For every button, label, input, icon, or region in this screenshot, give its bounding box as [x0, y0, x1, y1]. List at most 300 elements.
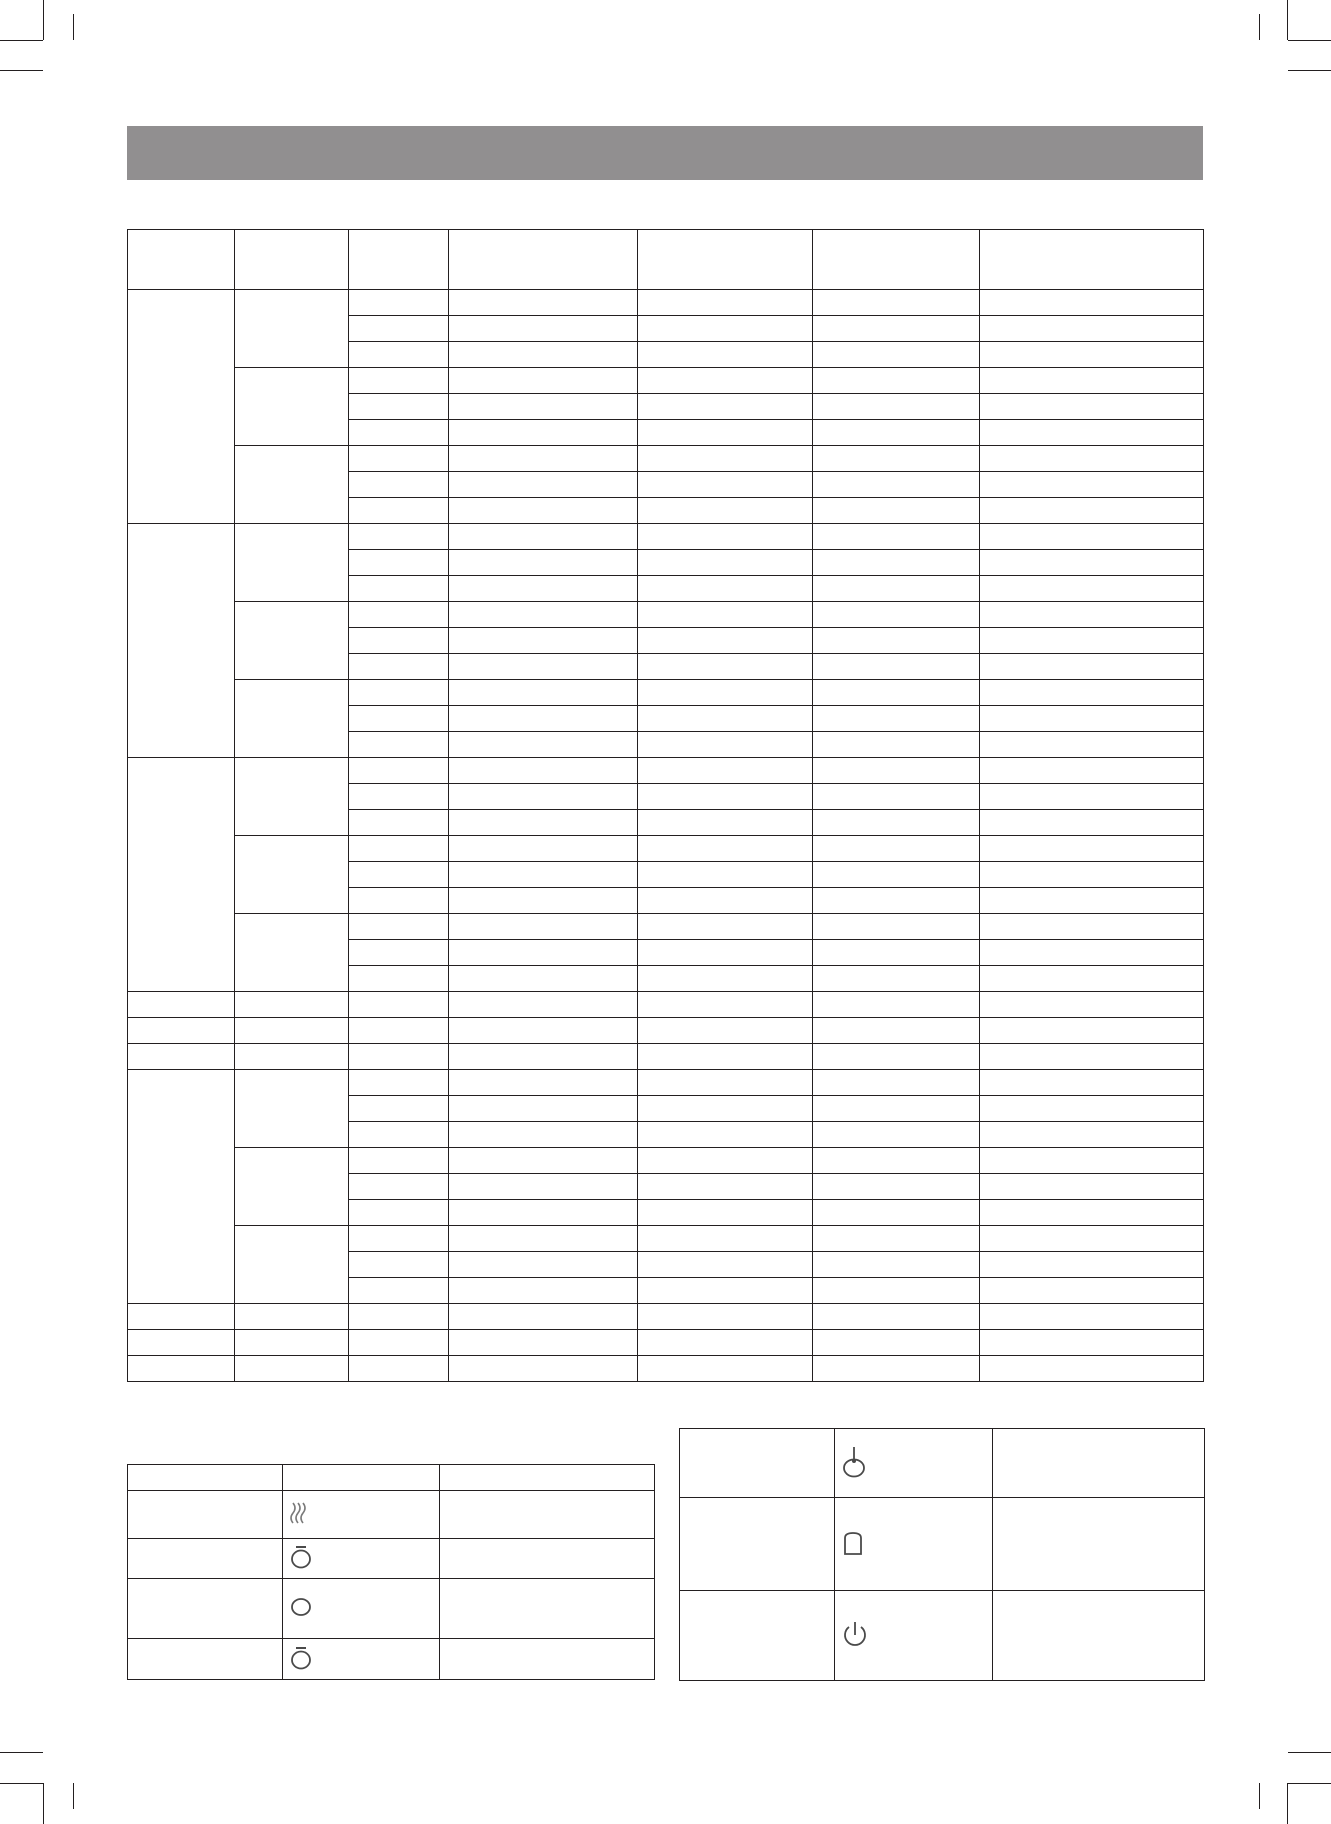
- table-cell: [449, 316, 638, 342]
- table-cell: [449, 706, 638, 732]
- table-cell: [449, 914, 638, 940]
- table-cell: [980, 654, 1204, 680]
- control-description: [993, 1498, 1205, 1591]
- table-cell: [980, 1148, 1204, 1174]
- table-cell: [813, 602, 980, 628]
- table-cell: [638, 394, 813, 420]
- table-cell: [980, 784, 1204, 810]
- table-cell: [638, 524, 813, 550]
- table-cell: [638, 732, 813, 758]
- table-cell: [980, 1018, 1204, 1044]
- control-label: [680, 1591, 835, 1681]
- table-cell: [638, 550, 813, 576]
- bread-slice-icon: [841, 1530, 865, 1556]
- crop-mark: [0, 40, 43, 41]
- table-cell: [449, 472, 638, 498]
- table-cell: [813, 1174, 980, 1200]
- table-cell: [349, 1018, 449, 1044]
- table-cell: [638, 654, 813, 680]
- table-cell: [813, 992, 980, 1018]
- table-cell: [638, 1070, 813, 1096]
- steam-waves-icon: [289, 1501, 311, 1525]
- table-cell: [813, 420, 980, 446]
- table-cell: [638, 316, 813, 342]
- crop-mark: [1259, 14, 1260, 40]
- table-cell: [349, 316, 449, 342]
- table-cell: [813, 472, 980, 498]
- table-cell: [349, 446, 449, 472]
- table-cell: [813, 758, 980, 784]
- table-cell: [235, 524, 349, 602]
- table-cell: [235, 1226, 349, 1304]
- table-cell: [235, 290, 349, 368]
- table-cell: [349, 862, 449, 888]
- table-cell: [449, 420, 638, 446]
- crop-mark: [43, 1783, 44, 1824]
- mode-label: [128, 1579, 283, 1639]
- crop-mark: [73, 14, 74, 40]
- table-row: [128, 1491, 655, 1539]
- table-cell: [449, 1304, 638, 1330]
- table-cell: [349, 940, 449, 966]
- table-cell: [235, 914, 349, 992]
- table-cell: [638, 680, 813, 706]
- table-cell: [813, 1122, 980, 1148]
- header-cell: [349, 230, 449, 290]
- table-cell: [349, 368, 449, 394]
- table-cell: [449, 1252, 638, 1278]
- table-cell: [235, 1330, 349, 1356]
- crop-mark: [0, 1783, 43, 1784]
- table-cell: [638, 914, 813, 940]
- table-cell: [449, 576, 638, 602]
- table-cell: [638, 290, 813, 316]
- table-cell: [449, 1044, 638, 1070]
- table-cell: [235, 446, 349, 524]
- table-cell: [980, 1304, 1204, 1330]
- table-cell: [349, 394, 449, 420]
- table-cell: [235, 1148, 349, 1226]
- table-cell: [449, 1226, 638, 1252]
- table-cell: [813, 316, 980, 342]
- table-row: [128, 758, 1204, 784]
- crop-mark: [1287, 1783, 1288, 1824]
- table-cell: [349, 732, 449, 758]
- table-cell: [235, 1044, 349, 1070]
- table-cell: [813, 836, 980, 862]
- table-cell: [813, 446, 980, 472]
- table-cell: [638, 966, 813, 992]
- table-cell: [235, 1070, 349, 1148]
- table-cell: [813, 1200, 980, 1226]
- table-cell: [638, 1252, 813, 1278]
- table-row: [128, 1044, 1204, 1070]
- header-bar: [127, 126, 1203, 180]
- table-cell: [349, 420, 449, 446]
- mode-table: [127, 1464, 655, 1680]
- table-cell: [449, 1070, 638, 1096]
- header-cell: [128, 230, 235, 290]
- table-cell: [349, 602, 449, 628]
- table-cell: [349, 836, 449, 862]
- table-header-row: [128, 1465, 655, 1491]
- table-cell: [449, 446, 638, 472]
- table-cell: [980, 1278, 1204, 1304]
- table-cell: [980, 1174, 1204, 1200]
- table-cell: [349, 550, 449, 576]
- table-cell: [813, 862, 980, 888]
- table-cell: [440, 1465, 655, 1491]
- crop-mark: [1288, 1752, 1331, 1753]
- table-cell: [235, 602, 349, 680]
- table-cell: [813, 1330, 980, 1356]
- header-cell: [235, 230, 349, 290]
- crop-mark: [73, 1783, 74, 1809]
- table-cell: [283, 1639, 440, 1680]
- table-cell: [638, 888, 813, 914]
- table-cell: [638, 576, 813, 602]
- table-cell: [980, 420, 1204, 446]
- table-cell: [349, 498, 449, 524]
- table-cell: [128, 758, 235, 992]
- table-cell: [638, 862, 813, 888]
- table-cell: [349, 1330, 449, 1356]
- crop-mark: [1288, 40, 1331, 41]
- table-cell: [980, 446, 1204, 472]
- table-cell: [980, 498, 1204, 524]
- table-cell: [813, 1252, 980, 1278]
- table-cell: [449, 1174, 638, 1200]
- table-cell: [638, 1278, 813, 1304]
- table-cell: [128, 1070, 235, 1304]
- table-cell: [349, 810, 449, 836]
- table-cell: [235, 1356, 349, 1382]
- table-cell: [980, 810, 1204, 836]
- table-cell: [449, 628, 638, 654]
- table-cell: [813, 394, 980, 420]
- table-cell: [980, 680, 1204, 706]
- control-description: [993, 1591, 1205, 1681]
- table-cell: [980, 1122, 1204, 1148]
- control-table: [679, 1428, 1205, 1681]
- mode-label: [128, 1539, 283, 1579]
- table-cell: [980, 836, 1204, 862]
- table-cell: [349, 966, 449, 992]
- table-cell: [980, 576, 1204, 602]
- table-cell: [980, 940, 1204, 966]
- table-cell: [813, 498, 980, 524]
- table-cell: [980, 1356, 1204, 1382]
- table-cell: [980, 1200, 1204, 1226]
- table-cell: [349, 758, 449, 784]
- table-cell: [638, 758, 813, 784]
- mode-description: [440, 1639, 655, 1680]
- table-row: [680, 1498, 1205, 1591]
- table-cell: [980, 472, 1204, 498]
- table-cell: [813, 1278, 980, 1304]
- table-cell: [813, 966, 980, 992]
- crop-mark: [1287, 0, 1288, 40]
- table-cell: [980, 394, 1204, 420]
- table-cell: [235, 680, 349, 758]
- crop-mark: [0, 70, 43, 71]
- table-row: [128, 368, 1204, 394]
- table-cell: [349, 628, 449, 654]
- table-cell: [813, 628, 980, 654]
- table-cell: [349, 888, 449, 914]
- table-cell: [283, 1539, 440, 1579]
- table-cell: [283, 1491, 440, 1539]
- table-cell: [349, 1252, 449, 1278]
- table-cell: [638, 706, 813, 732]
- table-row: [128, 1579, 655, 1639]
- table-cell: [980, 862, 1204, 888]
- table-cell: [349, 1304, 449, 1330]
- control-description: [993, 1429, 1205, 1498]
- table-cell: [835, 1591, 993, 1681]
- table-cell: [349, 914, 449, 940]
- table-cell: [980, 914, 1204, 940]
- crop-mark: [1259, 1783, 1260, 1809]
- table-cell: [638, 602, 813, 628]
- table-cell: [980, 368, 1204, 394]
- table-row: [128, 524, 1204, 550]
- crop-mark: [1288, 1783, 1331, 1784]
- table-cell: [813, 368, 980, 394]
- table-cell: [980, 602, 1204, 628]
- table-cell: [813, 706, 980, 732]
- table-cell: [128, 1044, 235, 1070]
- header-cell: [449, 230, 638, 290]
- table-cell: [449, 732, 638, 758]
- header-cell: [980, 230, 1204, 290]
- table-cell: [449, 940, 638, 966]
- table-cell: [235, 992, 349, 1018]
- control-label: [680, 1498, 835, 1591]
- mode-description: [440, 1579, 655, 1639]
- table-cell: [128, 1465, 283, 1491]
- table-cell: [980, 1044, 1204, 1070]
- table-cell: [813, 576, 980, 602]
- table-cell: [449, 1122, 638, 1148]
- table-cell: [128, 1356, 235, 1382]
- table-cell: [638, 1226, 813, 1252]
- table-cell: [835, 1429, 993, 1498]
- table-cell: [638, 1148, 813, 1174]
- table-cell: [349, 1148, 449, 1174]
- table-cell: [638, 836, 813, 862]
- control-label: [680, 1429, 835, 1498]
- table-cell: [638, 1096, 813, 1122]
- table-cell: [449, 290, 638, 316]
- table-cell: [638, 342, 813, 368]
- table-cell: [813, 732, 980, 758]
- table-cell: [638, 1356, 813, 1382]
- table-cell: [349, 1044, 449, 1070]
- table-cell: [449, 862, 638, 888]
- table-cell: [813, 1044, 980, 1070]
- mode-label: [128, 1639, 283, 1680]
- table-cell: [449, 524, 638, 550]
- mode-label: [128, 1491, 283, 1539]
- table-cell: [349, 992, 449, 1018]
- table-cell: [813, 810, 980, 836]
- header-cell: [813, 230, 980, 290]
- table-cell: [349, 706, 449, 732]
- table-cell: [349, 290, 449, 316]
- table-cell: [349, 1226, 449, 1252]
- table-cell: [349, 524, 449, 550]
- table-cell: [813, 342, 980, 368]
- table-cell: [813, 1356, 980, 1382]
- table-cell: [638, 1122, 813, 1148]
- crop-mark: [43, 0, 44, 40]
- table-cell: [449, 342, 638, 368]
- table-cell: [449, 784, 638, 810]
- table-cell: [813, 524, 980, 550]
- table-row: [128, 680, 1204, 706]
- table-cell: [449, 394, 638, 420]
- table-row: [128, 992, 1204, 1018]
- table-cell: [813, 290, 980, 316]
- table-cell: [449, 602, 638, 628]
- table-cell: [449, 1018, 638, 1044]
- table-cell: [449, 1148, 638, 1174]
- table-cell: [813, 914, 980, 940]
- table-cell: [980, 966, 1204, 992]
- table-cell: [128, 290, 235, 524]
- table-cell: [813, 1070, 980, 1096]
- table-cell: [638, 1330, 813, 1356]
- crop-mark: [1288, 70, 1331, 71]
- table-cell: [813, 1096, 980, 1122]
- table-cell: [235, 1304, 349, 1330]
- table-cell: [349, 576, 449, 602]
- table-cell: [449, 654, 638, 680]
- table-cell: [349, 1122, 449, 1148]
- table-cell: [349, 680, 449, 706]
- table-cell: [449, 966, 638, 992]
- table-cell: [813, 1304, 980, 1330]
- table-cell: [449, 992, 638, 1018]
- table-cell: [349, 472, 449, 498]
- table-cell: [128, 1304, 235, 1330]
- table-cell: [813, 888, 980, 914]
- table-cell: [128, 524, 235, 758]
- pot-with-lid-icon: [289, 1544, 313, 1570]
- table-row: [128, 1330, 1204, 1356]
- table-cell: [813, 680, 980, 706]
- main-table: [127, 229, 1204, 1382]
- table-row: [128, 1539, 655, 1579]
- table-cell: [980, 524, 1204, 550]
- table-row: [128, 602, 1204, 628]
- table-cell: [638, 1174, 813, 1200]
- table-cell: [813, 550, 980, 576]
- table-cell: [813, 1226, 980, 1252]
- table-cell: [638, 784, 813, 810]
- table-row: [128, 1226, 1204, 1252]
- table-row: [128, 914, 1204, 940]
- table-row: [680, 1429, 1205, 1498]
- table-cell: [449, 1330, 638, 1356]
- table-cell: [449, 550, 638, 576]
- table-cell: [638, 368, 813, 394]
- table-cell: [128, 1018, 235, 1044]
- table-cell: [638, 1304, 813, 1330]
- table-cell: [980, 992, 1204, 1018]
- table-cell: [980, 342, 1204, 368]
- table-cell: [980, 732, 1204, 758]
- table-cell: [449, 1278, 638, 1304]
- table-row: [128, 1356, 1204, 1382]
- table-row: [128, 290, 1204, 316]
- table-header-row: [128, 230, 1204, 290]
- table-cell: [349, 654, 449, 680]
- table-cell: [449, 1096, 638, 1122]
- table-cell: [449, 368, 638, 394]
- table-cell: [283, 1579, 440, 1639]
- table-cell: [349, 1356, 449, 1382]
- table-cell: [349, 1200, 449, 1226]
- table-row: [128, 1018, 1204, 1044]
- table-cell: [813, 784, 980, 810]
- table-row: [128, 1304, 1204, 1330]
- table-row: [128, 446, 1204, 472]
- power-icon: [841, 1619, 869, 1649]
- mode-description: [440, 1491, 655, 1539]
- table-cell: [813, 940, 980, 966]
- table-cell: [980, 628, 1204, 654]
- table-cell: [980, 1226, 1204, 1252]
- table-cell: [638, 810, 813, 836]
- table-cell: [980, 550, 1204, 576]
- table-cell: [638, 446, 813, 472]
- table-cell: [980, 316, 1204, 342]
- table-cell: [980, 1070, 1204, 1096]
- table-cell: [349, 1096, 449, 1122]
- table-cell: [128, 992, 235, 1018]
- table-cell: [813, 654, 980, 680]
- table-cell: [349, 1070, 449, 1096]
- table-cell: [349, 1278, 449, 1304]
- table-cell: [449, 498, 638, 524]
- table-cell: [638, 1044, 813, 1070]
- table-cell: [638, 940, 813, 966]
- table-cell: [449, 888, 638, 914]
- pot-with-lid-icon: [289, 1645, 313, 1671]
- table-cell: [449, 1200, 638, 1226]
- table-row: [128, 1639, 655, 1680]
- mode-description: [440, 1539, 655, 1579]
- table-cell: [980, 758, 1204, 784]
- table-cell: [638, 1018, 813, 1044]
- table-cell: [835, 1498, 993, 1591]
- table-cell: [235, 368, 349, 446]
- table-cell: [235, 1018, 349, 1044]
- table-cell: [349, 784, 449, 810]
- table-cell: [813, 1018, 980, 1044]
- table-cell: [449, 758, 638, 784]
- table-row: [680, 1591, 1205, 1681]
- table-cell: [980, 290, 1204, 316]
- table-cell: [980, 1252, 1204, 1278]
- table-cell: [349, 342, 449, 368]
- header-cell: [638, 230, 813, 290]
- table-cell: [638, 992, 813, 1018]
- table-cell: [638, 498, 813, 524]
- table-cell: [449, 680, 638, 706]
